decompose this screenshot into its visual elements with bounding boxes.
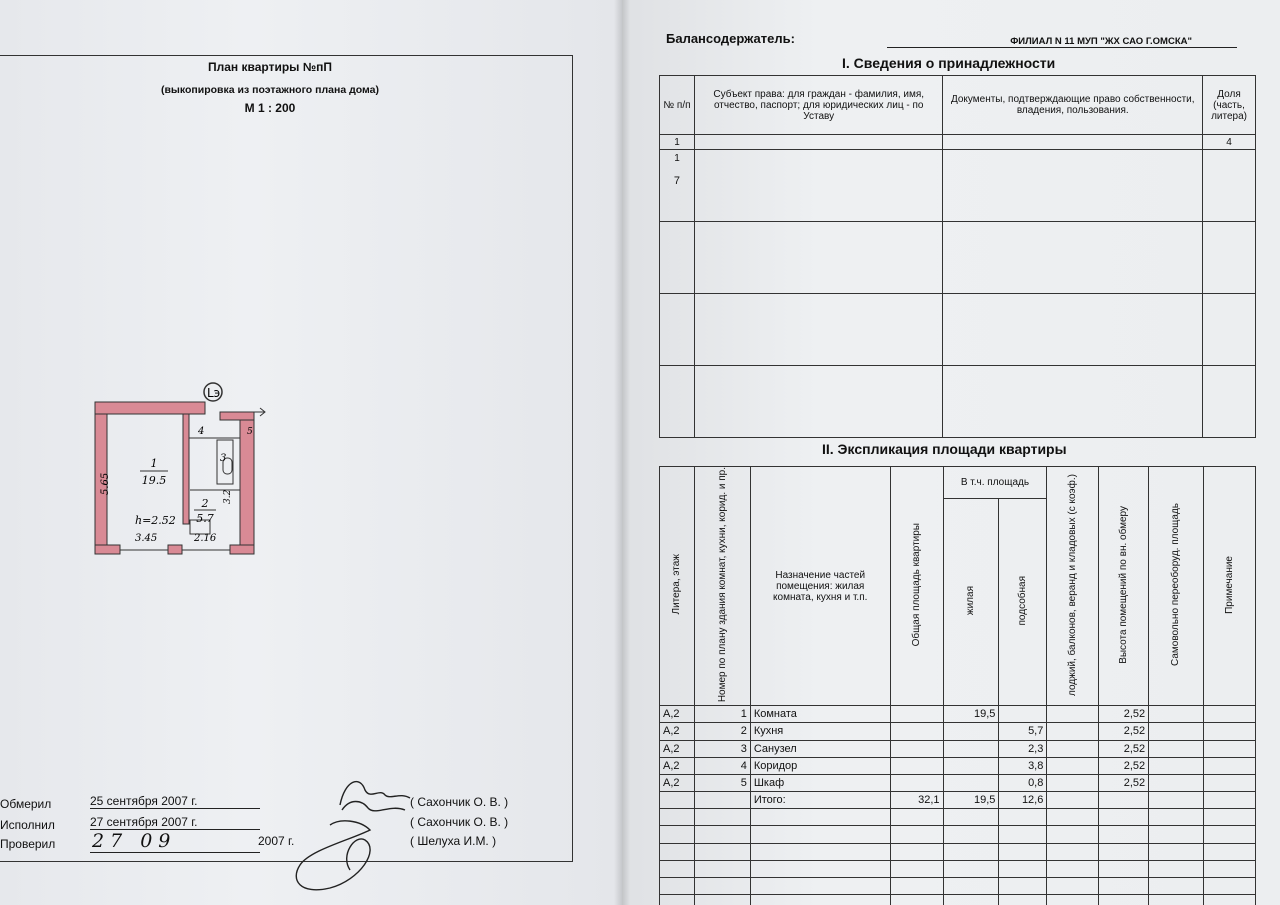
area-row-height: 2,52	[1099, 757, 1149, 774]
area-row	[660, 740, 1256, 757]
sig-year-checked: 2007 г.	[258, 834, 295, 848]
area-row-empty-note	[1204, 826, 1256, 843]
area-row-empty-lit	[660, 809, 695, 826]
area-row-empty-height	[1099, 826, 1149, 843]
area-row-empty	[660, 843, 1256, 860]
area-row-empty-name	[750, 895, 890, 905]
area-header-loggia: лоджий, балконов, веранд и кладовых (с коэф.)	[1067, 473, 1079, 696]
own-header-share: Доля (часть, литера)	[1203, 76, 1256, 135]
area-row-lit: А,2	[660, 723, 695, 740]
ownership-table	[659, 75, 1256, 438]
area-row-no: 4	[694, 757, 750, 774]
plan-scale: М 1 : 200	[244, 101, 296, 115]
area-row-empty-no	[694, 878, 750, 895]
area-row-loggia	[1047, 757, 1099, 774]
area-row-empty	[660, 826, 1256, 843]
area-row-empty-living	[943, 826, 999, 843]
own-header-num: № п/п	[660, 76, 695, 135]
area-row-total	[890, 723, 943, 740]
area-row-empty-aux	[999, 809, 1047, 826]
area-header-height: Высота помещений по вн. обмеру	[1117, 505, 1129, 664]
area-row	[660, 774, 1256, 791]
area-table	[659, 466, 1256, 905]
area-row-empty-no	[694, 895, 750, 905]
section2-title: II. Экспликация площади квартиры	[822, 441, 1067, 457]
sig-date-measured: 25 сентября 2007 г.	[90, 794, 260, 809]
area-header-litera: Литера, этаж	[671, 554, 683, 615]
sig-date-executed: 27 сентября 2007 г.	[90, 815, 260, 830]
area-row	[660, 757, 1256, 774]
area-row-empty-name	[750, 843, 890, 860]
area-row-empty-lit	[660, 895, 695, 905]
area-row-empty-self	[1149, 826, 1204, 843]
area-row-empty-loggia	[1047, 878, 1099, 895]
area-row-empty-aux	[999, 826, 1047, 843]
dim-left: 5.65	[100, 472, 111, 495]
area-header-purpose: Назначение частей помещения: жилая комната, кухня и т.п.	[750, 467, 890, 706]
area-row-loggia	[1047, 706, 1099, 723]
area-row-empty-total	[890, 843, 943, 860]
area-row-name: Коридор	[750, 757, 890, 774]
area-row-height: 2,52	[1099, 740, 1149, 757]
area-row-empty-aux	[999, 860, 1047, 877]
area-row-empty-name	[750, 809, 890, 826]
area-row-empty-aux	[999, 843, 1047, 860]
area-row-self	[1149, 740, 1204, 757]
area-row-empty-note	[1204, 809, 1256, 826]
area-row-total	[890, 706, 943, 723]
area-row-empty-height	[1099, 860, 1149, 877]
room2-area: 5.7	[196, 512, 214, 525]
floor-mark: Lэ	[207, 386, 221, 400]
area-row-name: Кухня	[750, 723, 890, 740]
area-row-note	[1204, 723, 1256, 740]
area-row-empty-no	[694, 860, 750, 877]
area-row-empty-self	[1149, 809, 1204, 826]
area-row-self	[1149, 774, 1204, 791]
area-row-empty-aux	[999, 878, 1047, 895]
area-row-name: Комната	[750, 706, 890, 723]
room4-number: 4	[198, 426, 205, 437]
dim-mid: 3.2	[223, 489, 233, 504]
area-row-empty	[660, 878, 1256, 895]
own-row1-num-text: 1	[674, 153, 680, 164]
area-row-no: 2	[694, 723, 750, 740]
area-row-empty-name	[750, 878, 890, 895]
area-row-empty-height	[1099, 843, 1149, 860]
area-header-roomno: Номер по плану здания комнат, кухни, корид. и пр.	[716, 467, 728, 703]
area-row-empty-height	[1099, 809, 1149, 826]
area-row-empty-self	[1149, 895, 1204, 905]
area-total-row-lit	[660, 792, 695, 809]
area-row-note	[1204, 757, 1256, 774]
area-row-empty-lit	[660, 826, 695, 843]
area-row-aux: 0,8	[999, 774, 1047, 791]
room1-area: 19.5	[141, 474, 167, 487]
area-row-self	[1149, 706, 1204, 723]
area-row-empty-loggia	[1047, 809, 1099, 826]
height-label: h=2.52	[135, 514, 176, 527]
own-row-empty	[660, 294, 1256, 366]
own-row1-subject-redacted	[694, 150, 943, 222]
area-row-empty-living	[943, 860, 999, 877]
area-row-empty-aux	[999, 895, 1047, 905]
sig-person-executed: ( Сахончик О. В. )	[410, 815, 509, 829]
area-row-empty-height	[1099, 895, 1149, 905]
sig-date-checked: 27 09	[90, 830, 260, 853]
area-row-living	[943, 757, 999, 774]
area-total-row-name: Итого:	[750, 792, 890, 809]
own-colnum-1: 1	[660, 135, 695, 150]
area-row-empty-height	[1099, 878, 1149, 895]
right-page	[622, 0, 1280, 905]
area-row-self	[1149, 757, 1204, 774]
area-row-empty-total	[890, 895, 943, 905]
dim-bottom1: 3.45	[135, 533, 158, 544]
area-row-empty-no	[694, 809, 750, 826]
area-row-empty-no	[694, 826, 750, 843]
plan-title: План квартиры №пП	[208, 60, 332, 74]
area-row-empty-living	[943, 878, 999, 895]
area-row-loggia	[1047, 774, 1099, 791]
own-row1-mark: 7	[673, 175, 681, 187]
area-total-row-living: 19,5	[943, 792, 999, 809]
area-row-empty-total	[890, 809, 943, 826]
own-row-empty	[660, 366, 1256, 438]
area-row-no: 5	[694, 774, 750, 791]
area-header-incl: В т.ч. площадь	[943, 467, 1047, 499]
area-row	[660, 706, 1256, 723]
area-total-row-no	[694, 792, 750, 809]
area-row-empty-no	[694, 843, 750, 860]
area-row-lit: А,2	[660, 740, 695, 757]
area-row-self	[1149, 723, 1204, 740]
own-header-subject: Субъект права: для граждан - фамилия, имя, отчество, паспорт; для юридических лиц - по Уставу	[694, 76, 943, 135]
area-row-living	[943, 740, 999, 757]
sig-role-checked: Проверил	[0, 837, 56, 851]
area-row-empty-name	[750, 826, 890, 843]
area-row-empty-loggia	[1047, 843, 1099, 860]
balance-holder-label: Балансодержатель:	[666, 31, 795, 46]
area-total-row-note	[1204, 792, 1256, 809]
area-row-loggia	[1047, 723, 1099, 740]
area-row-empty-loggia	[1047, 860, 1099, 877]
area-row-empty-note	[1204, 860, 1256, 877]
area-row-note	[1204, 706, 1256, 723]
area-row-aux	[999, 706, 1047, 723]
area-row-lit: А,2	[660, 706, 695, 723]
sig-role-executed: Исполнил	[0, 818, 55, 832]
area-row-empty-living	[943, 809, 999, 826]
area-row-total	[890, 757, 943, 774]
area-row-empty	[660, 860, 1256, 877]
area-row-empty-living	[943, 843, 999, 860]
sig-role-measured: Обмерил	[0, 797, 52, 811]
area-total-row-aux: 12,6	[999, 792, 1047, 809]
sig-person-checked: ( Шелуха И.М. )	[410, 834, 497, 848]
area-row-empty-note	[1204, 895, 1256, 905]
area-total-row-total: 32,1	[890, 792, 943, 809]
area-row-empty-total	[890, 860, 943, 877]
dim-bottom2: 2.16	[194, 533, 217, 544]
area-row-empty-lit	[660, 878, 695, 895]
area-row-empty	[660, 895, 1256, 905]
own-row1-num	[660, 150, 695, 222]
area-row-empty-lit	[660, 860, 695, 877]
area-total-row-height	[1099, 792, 1149, 809]
area-row-name: Санузел	[750, 740, 890, 757]
area-row-living	[943, 774, 999, 791]
area-total-row-loggia	[1047, 792, 1099, 809]
area-row-empty-self	[1149, 878, 1204, 895]
handwritten-signatures	[270, 770, 430, 905]
own-header-documents: Документы, подтверждающие право собственности, владения, пользования.	[943, 76, 1203, 135]
area-row-note	[1204, 774, 1256, 791]
page-fold	[614, 0, 630, 905]
area-row-empty-total	[890, 878, 943, 895]
area-row-empty	[660, 809, 1256, 826]
area-row-height: 2,52	[1099, 723, 1149, 740]
area-row-empty-note	[1204, 878, 1256, 895]
area-row-no: 1	[694, 706, 750, 723]
area-row-total	[890, 740, 943, 757]
area-row-empty-living	[943, 895, 999, 905]
plan-subtitle: (выкопировка из поэтажного плана дома)	[160, 84, 379, 96]
own-colnum-3	[943, 135, 1203, 150]
room2-number: 2	[201, 497, 209, 510]
area-row-total	[890, 774, 943, 791]
area-row-empty-lit	[660, 843, 695, 860]
area-row-empty-loggia	[1047, 826, 1099, 843]
plan-walls	[95, 402, 254, 554]
area-row-empty-self	[1149, 843, 1204, 860]
own-colnum-2	[694, 135, 943, 150]
left-page	[0, 0, 622, 905]
section1-title: I. Сведения о принадлежности	[842, 55, 1056, 71]
floor-plan-drawing	[80, 370, 280, 570]
own-row1-documents-redacted	[943, 150, 1203, 222]
area-header-living: жилая	[965, 586, 977, 616]
area-row-empty-note	[1204, 843, 1256, 860]
area-row-aux: 5,7	[999, 723, 1047, 740]
area-row-lit: А,2	[660, 757, 695, 774]
own-colnum-4: 4	[1203, 135, 1256, 150]
area-row-empty-loggia	[1047, 895, 1099, 905]
balance-holder-value: ФИЛИАЛ N 11 МУП "ЖХ САО Г.ОМСКА"	[887, 36, 1237, 48]
area-row-aux: 2,3	[999, 740, 1047, 757]
area-header-aux: подсобная	[1017, 575, 1029, 626]
area-row-aux: 3,8	[999, 757, 1047, 774]
area-row-empty-total	[890, 826, 943, 843]
area-row	[660, 723, 1256, 740]
area-header-note: Примечание	[1223, 555, 1235, 614]
area-header-total: Общая площадь квартиры	[910, 522, 922, 647]
area-row-name: Шкаф	[750, 774, 890, 791]
room1-number: 1	[150, 457, 158, 470]
area-row-note	[1204, 740, 1256, 757]
area-row-empty-self	[1149, 860, 1204, 877]
area-row-height: 2,52	[1099, 774, 1149, 791]
own-row-empty	[660, 222, 1256, 294]
area-row-no: 3	[694, 740, 750, 757]
area-row-height: 2,52	[1099, 706, 1149, 723]
area-row-living: 19,5	[943, 706, 999, 723]
sig-person-measured: ( Сахончик О. В. )	[410, 795, 509, 809]
own-row1-share	[1203, 150, 1256, 222]
area-row-loggia	[1047, 740, 1099, 757]
room3-number: 3	[220, 453, 227, 464]
area-total-row-self	[1149, 792, 1204, 809]
area-header-self: Самовольно переоборуд. площадь	[1170, 503, 1182, 667]
area-row-empty-name	[750, 860, 890, 877]
room5-number: 5	[247, 427, 253, 437]
area-row-living	[943, 723, 999, 740]
area-row-lit: А,2	[660, 774, 695, 791]
area-total-row	[660, 792, 1256, 809]
